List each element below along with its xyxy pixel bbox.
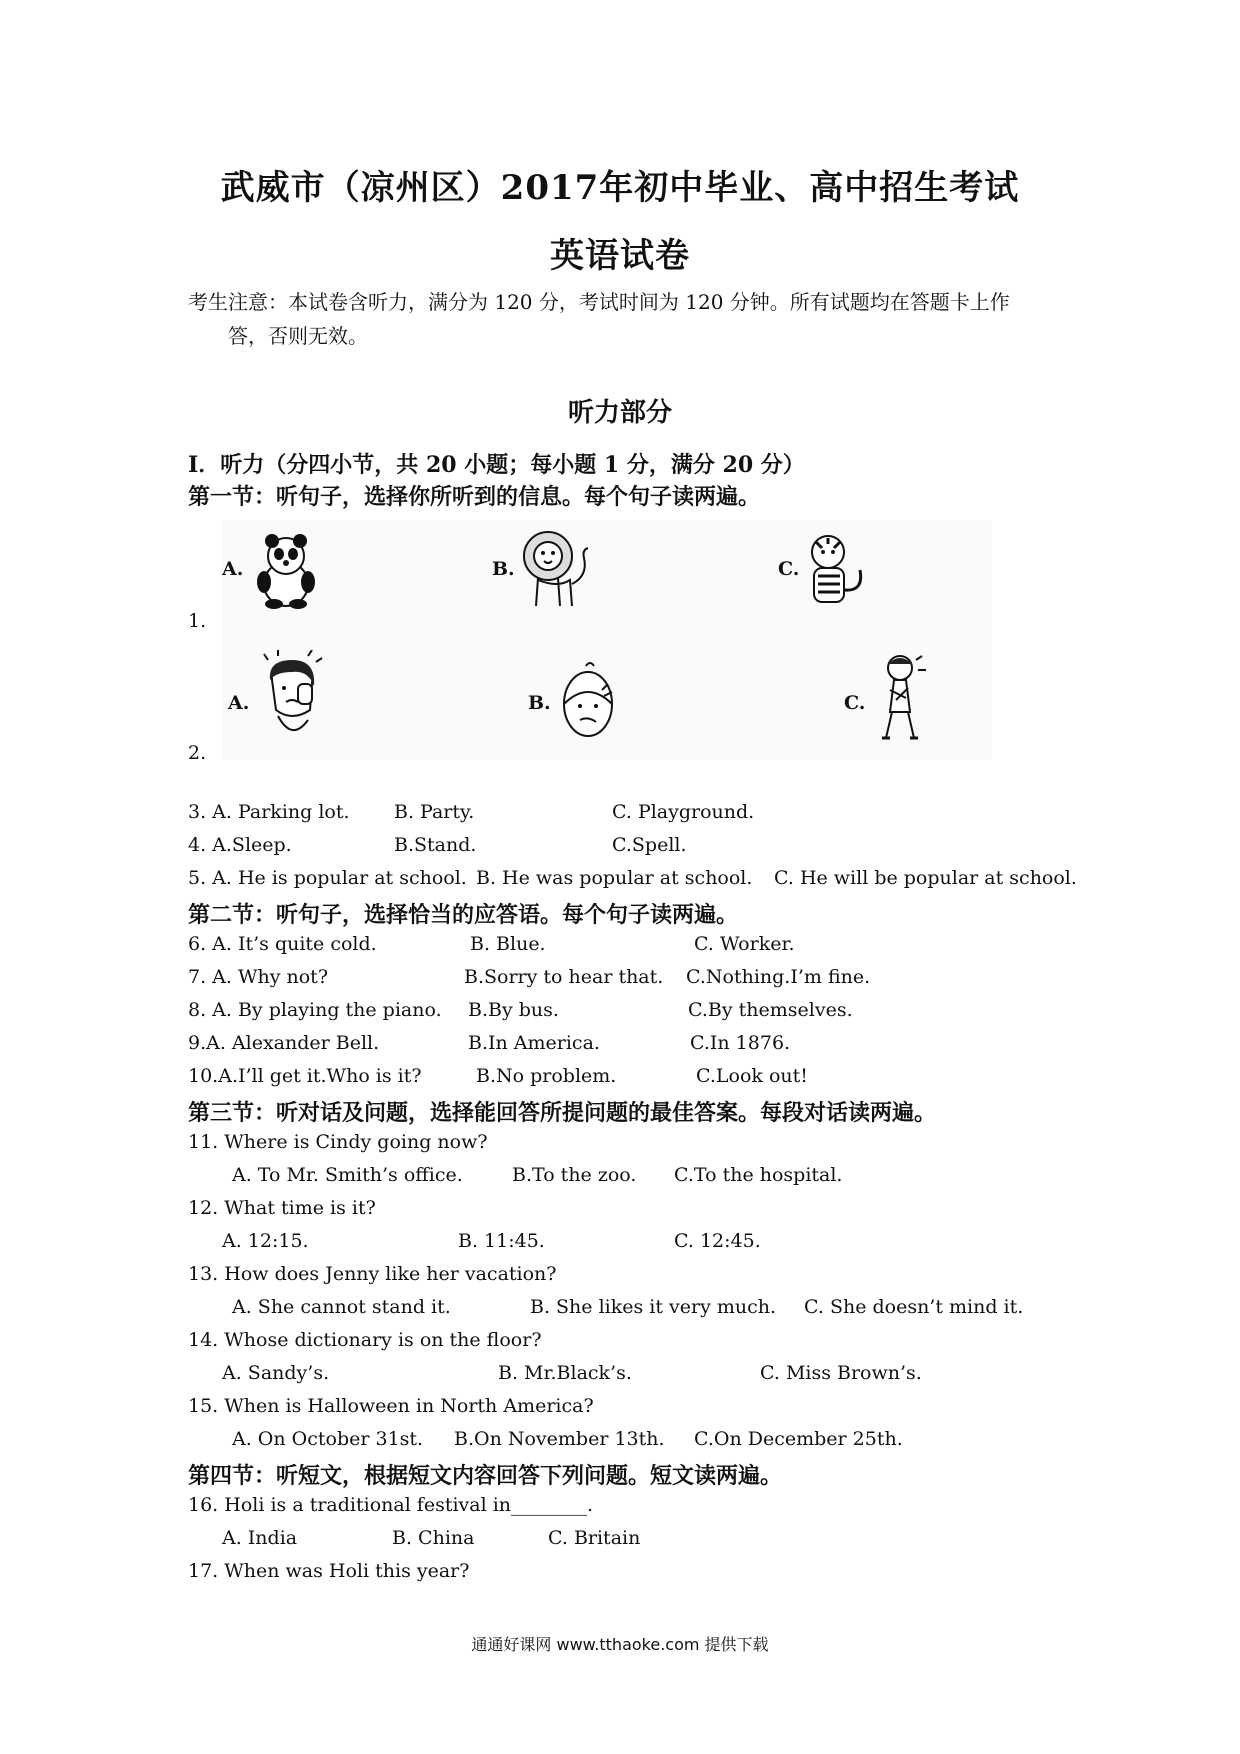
q2-number: 2.	[188, 742, 207, 764]
q14-option-c: C. Miss Brown’s.	[760, 1362, 922, 1384]
q12-stem: 12. What time is it?	[188, 1197, 376, 1219]
q14-option-b: B. Mr.Black’s.	[498, 1362, 632, 1384]
q16-option-a: A. India	[222, 1527, 298, 1549]
stomachache-icon	[870, 650, 930, 746]
q11-option-b: B.To the zoo.	[512, 1164, 637, 1186]
q13-option-c: C. She doesn’t mind it.	[804, 1296, 1024, 1318]
q1-label-c: C.	[778, 558, 800, 580]
q2-label-b: B.	[528, 692, 551, 714]
exam-notice	[188, 285, 1068, 353]
q7-option-a: 7. A. Why not?	[188, 966, 329, 988]
q3-option-a: 3. A. Parking lot.	[188, 801, 350, 823]
q10-option-c: C.Look out!	[696, 1065, 808, 1087]
q4-option-c: C.Spell.	[612, 834, 687, 856]
q15-stem: 15. When is Halloween in North America?	[188, 1395, 594, 1417]
q16-option-c: C. Britain	[548, 1527, 641, 1549]
part1-heading: I．听力（分四小节，共 20 小题；每小题 1 分，满分 20 分）	[188, 452, 805, 478]
q7-option-c: C.Nothing.I’m fine.	[686, 966, 871, 988]
q1-picture-band	[222, 520, 992, 652]
q6-option-c: C. Worker.	[694, 933, 795, 955]
q15-option-b: B.On November 13th.	[454, 1428, 665, 1450]
q4-option-a: 4. A.Sleep.	[188, 834, 292, 856]
q12-option-c: C. 12:45.	[674, 1230, 761, 1252]
q11-stem: 11. Where is Cindy going now?	[188, 1131, 488, 1153]
exam-title: 武威市（凉州区）2017年初中毕业、高中招生考试	[220, 168, 1020, 208]
q6-option-a: 6. A. It’s quite cold.	[188, 933, 377, 955]
toothache-icon	[556, 660, 620, 746]
headache-icon	[258, 650, 328, 746]
q13-option-b: B. She likes it very much.	[530, 1296, 777, 1318]
q7-option-b: B.Sorry to hear that.	[464, 966, 664, 988]
q9-option-a: 9.A. Alexander Bell.	[188, 1032, 380, 1054]
q5-option-b: B. He was popular at school.	[476, 867, 753, 889]
download-footer: 通通好课网 www.tthaoke.com 提供下载	[471, 1635, 769, 1654]
q1-label-b: B.	[492, 558, 515, 580]
q10-option-b: B.No problem.	[476, 1065, 617, 1087]
q8-option-b: B.By bus.	[468, 999, 559, 1021]
q8-option-c: C.By themselves.	[688, 999, 853, 1021]
q12-option-b: B. 11:45.	[458, 1230, 545, 1252]
q16-option-b: B. China	[392, 1527, 475, 1549]
q2-label-a: A.	[228, 692, 250, 714]
q3-option-c: C. Playground.	[612, 801, 755, 823]
q11-option-a: A. To Mr. Smith’s office.	[232, 1164, 463, 1186]
exam-subtitle: 英语试卷	[550, 236, 690, 276]
q11-option-c: C.To the hospital.	[674, 1164, 843, 1186]
section2-heading: 第二节：听句子，选择恰当的应答语。每个句子读两遍。	[188, 902, 739, 928]
tiger-icon	[800, 530, 872, 612]
q1-label-a: A.	[222, 558, 244, 580]
q5-option-a: 5. A. He is popular at school.	[188, 867, 467, 889]
q4-option-b: B.Stand.	[394, 834, 477, 856]
q1-number: 1.	[188, 610, 207, 632]
q12-option-a: A. 12:15.	[222, 1230, 309, 1252]
q5-option-c: C. He will be popular at school.	[774, 867, 1077, 889]
q10-option-a: 10.A.I’ll get it.Who is it?	[188, 1065, 422, 1087]
q9-option-b: B.In America.	[468, 1032, 600, 1054]
q8-option-a: 8. A. By playing the piano.	[188, 999, 442, 1021]
listening-section-title: 听力部分	[567, 398, 672, 428]
q9-option-c: C.In 1876.	[690, 1032, 791, 1054]
panda-icon	[250, 532, 322, 614]
q6-option-b: B. Blue.	[470, 933, 546, 955]
section3-heading: 第三节：听对话及问题，选择能回答所提问题的最佳答案。每段对话读两遍。	[188, 1100, 937, 1126]
section4-heading: 第四节：听短文，根据短文内容回答下列问题。短文读两遍。	[188, 1463, 783, 1489]
notice-line-2: 答，否则无效。	[228, 324, 368, 348]
q2-label-c: C.	[844, 692, 866, 714]
q14-option-a: A. Sandy’s.	[222, 1362, 330, 1384]
q15-option-c: C.On December 25th.	[694, 1428, 903, 1450]
q16-stem: 16. Holi is a traditional festival in________.	[188, 1494, 594, 1516]
notice-line-1: 考生注意：本试卷含听力，满分为 120 分，考试时间为 120 分钟。所有试题均在答题卡上作	[188, 290, 1010, 314]
q14-stem: 14. Whose dictionary is on the floor?	[188, 1329, 542, 1351]
q3-option-b: B. Party.	[394, 801, 475, 823]
lion-icon	[518, 528, 596, 614]
q13-option-a: A. She cannot stand it.	[232, 1296, 451, 1318]
section1-heading: 第一节：听句子，选择你所听到的信息。每个句子读两遍。	[188, 484, 761, 510]
q15-option-a: A. On October 31st.	[232, 1428, 424, 1450]
q17-stem: 17. When was Holi this year?	[188, 1560, 470, 1582]
q13-stem: 13. How does Jenny like her vacation?	[188, 1263, 557, 1285]
